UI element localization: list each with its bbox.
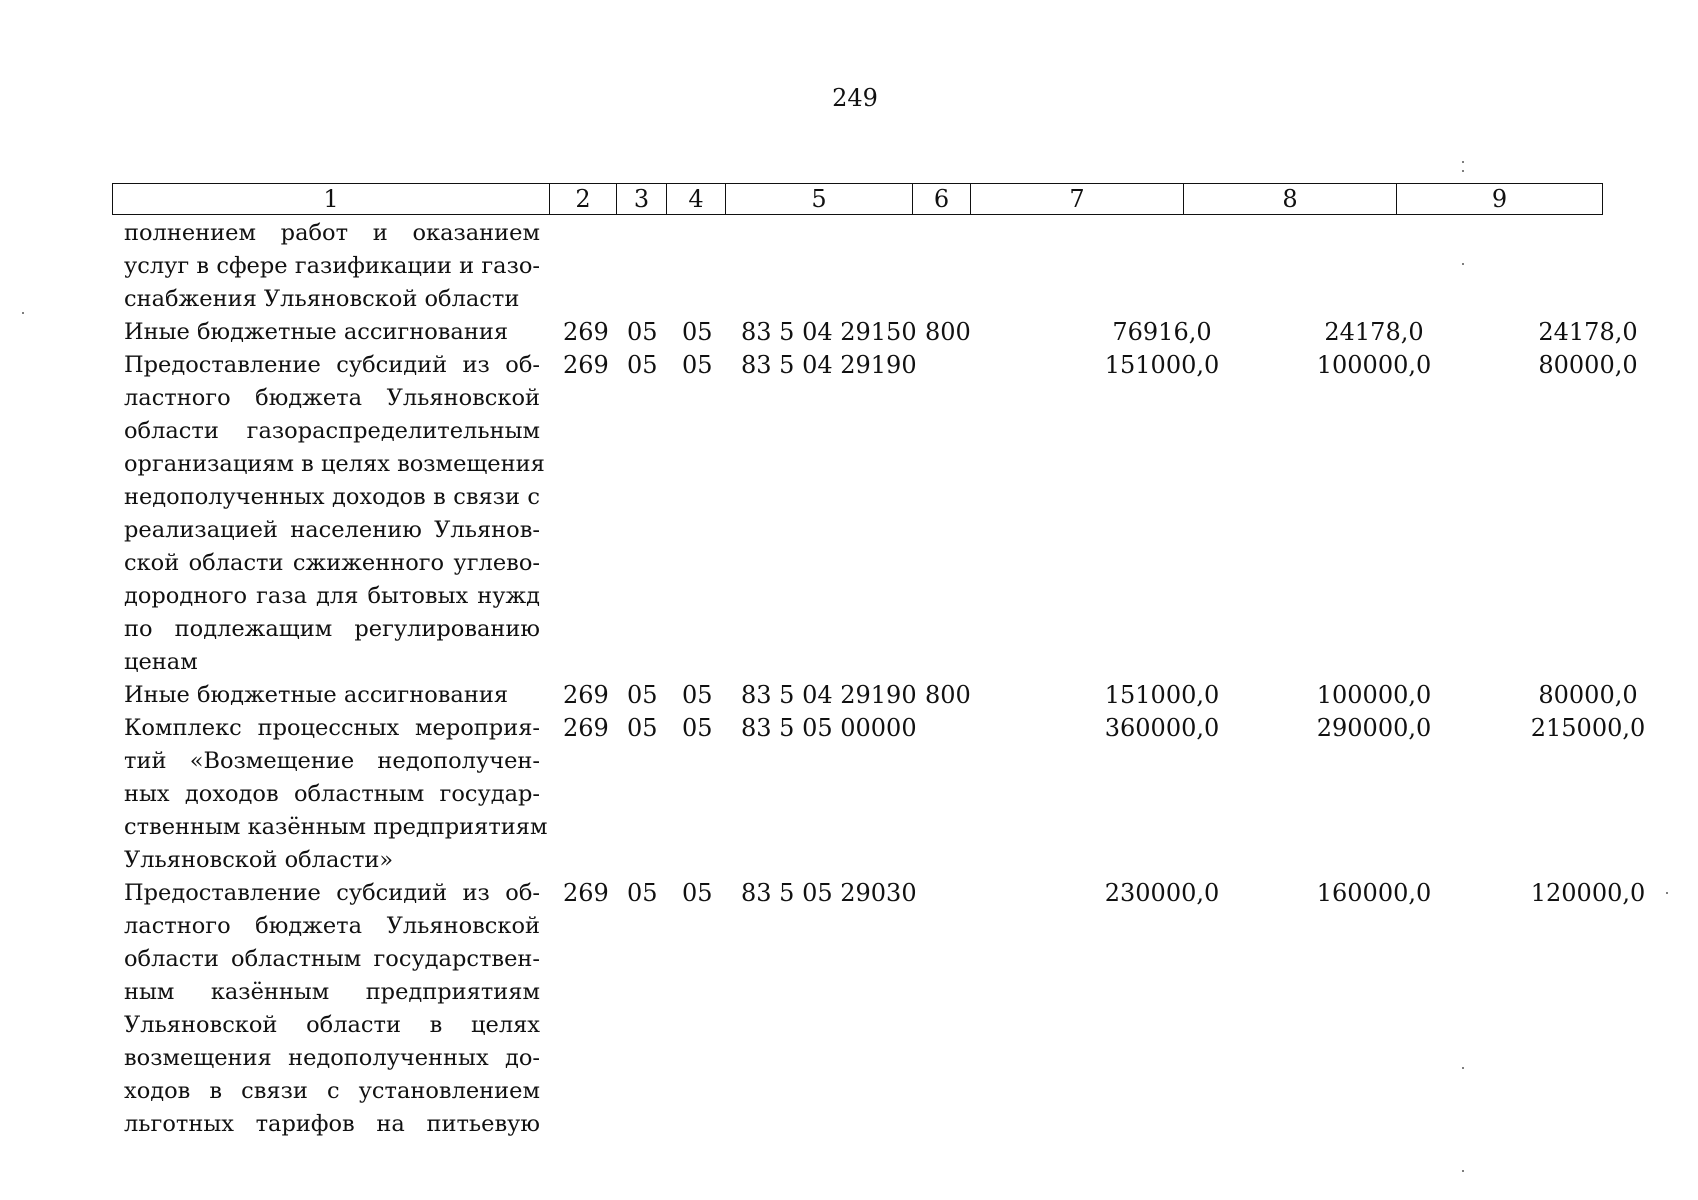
- budget-code: 269: [563, 681, 609, 709]
- header-col-4: 4: [667, 184, 726, 215]
- section-code: 05: [627, 681, 658, 709]
- header-col-3: 3: [617, 184, 667, 215]
- scan-speck: [1462, 161, 1464, 163]
- amount-col-9: 80000,0: [1538, 681, 1638, 709]
- description-line: области областным государствен-: [124, 946, 540, 972]
- description-line: Иные бюджетные ассигнования: [124, 682, 509, 708]
- expense-type-code: 800: [925, 681, 971, 709]
- table-row: [124, 712, 1646, 877]
- header-col-9: 9: [1397, 184, 1603, 215]
- amount-col-8: 100000,0: [1316, 681, 1432, 709]
- section-code: 05: [627, 318, 658, 346]
- description-line: Комплекс процессных мероприя-: [124, 715, 540, 741]
- description-line: льготных тарифов на питьевую: [124, 1111, 540, 1137]
- description-line: реализацией населению Ульянов-: [124, 517, 540, 543]
- row-description: [124, 316, 540, 349]
- scan-speck: [1462, 170, 1464, 172]
- row-description: [124, 877, 540, 1141]
- budget-code: 269: [563, 318, 609, 346]
- amount-col-8: 100000,0: [1316, 351, 1432, 379]
- description-line: полнением работ и оказанием: [124, 220, 540, 246]
- target-article-code: 83 5 04 29150: [741, 318, 917, 346]
- description-line: снабжения Ульяновской области: [124, 286, 520, 312]
- description-line: недополученных доходов в связи с: [124, 484, 540, 510]
- table-row: [124, 877, 1646, 1141]
- description-line: дородного газа для бытовых нужд: [124, 583, 540, 609]
- row-description: [124, 217, 540, 316]
- amount-col-9: 215000,0: [1530, 714, 1646, 742]
- subsection-code: 05: [682, 714, 713, 742]
- amount-col-9: 24178,0: [1538, 318, 1638, 346]
- amount-col-8: 24178,0: [1324, 318, 1424, 346]
- section-code: 05: [627, 879, 658, 907]
- subsection-code: 05: [682, 318, 713, 346]
- description-line: тий «Возмещение недополучен-: [124, 748, 540, 774]
- section-code: 05: [627, 351, 658, 379]
- header-col-5: 5: [726, 184, 913, 215]
- amount-col-8: 160000,0: [1316, 879, 1432, 907]
- expense-type-code: 800: [925, 318, 971, 346]
- subsection-code: 05: [682, 681, 713, 709]
- target-article-code: 83 5 04 29190: [741, 351, 917, 379]
- row-description: [124, 679, 540, 712]
- subsection-code: 05: [682, 879, 713, 907]
- description-line: Ульяновской области»: [124, 847, 394, 873]
- description-line: Иные бюджетные ассигнования: [124, 319, 509, 345]
- scan-speck: [1666, 892, 1668, 894]
- subsection-code: 05: [682, 351, 713, 379]
- table-row: [124, 349, 1638, 679]
- budget-code: 269: [563, 351, 609, 379]
- description-line: ской области сжиженного углево-: [124, 550, 540, 576]
- row-description: [124, 712, 548, 877]
- budget-code: 269: [563, 879, 609, 907]
- amount-col-7: 360000,0: [1104, 714, 1220, 742]
- description-line: ным казённым предприятиям: [124, 979, 540, 1005]
- scan-speck: [1462, 1067, 1464, 1069]
- description-line: ластного бюджета Ульяновской: [124, 385, 540, 411]
- description-line: ных доходов областным государ-: [124, 781, 540, 807]
- header-col-1: 1: [113, 184, 550, 215]
- target-article-code: 83 5 04 29190: [741, 681, 917, 709]
- page-number: 249: [832, 84, 878, 112]
- header-row: [113, 184, 1603, 215]
- amount-col-9: 80000,0: [1538, 351, 1638, 379]
- header-col-7: 7: [971, 184, 1184, 215]
- description-line: Предоставление субсидий из об-: [124, 352, 540, 378]
- budget-table-body: [124, 217, 1646, 1141]
- column-number-header: [112, 183, 1603, 215]
- description-line: Предоставление субсидий из об-: [124, 880, 540, 906]
- target-article-code: 83 5 05 29030: [741, 879, 917, 907]
- description-line: услуг в сфере газификации и газо-: [124, 253, 540, 279]
- description-line: ственным казённым предприятиям: [124, 814, 548, 840]
- description-line: по подлежащим регулированию: [124, 616, 540, 642]
- header-col-8: 8: [1184, 184, 1397, 215]
- scan-speck: [22, 312, 24, 314]
- budget-code: 269: [563, 714, 609, 742]
- scan-speck: [1462, 263, 1464, 265]
- description-line: ходов в связи с установлением: [124, 1078, 540, 1104]
- amount-col-9: 120000,0: [1530, 879, 1646, 907]
- target-article-code: 83 5 05 00000: [741, 714, 917, 742]
- amount-col-7: 151000,0: [1104, 351, 1220, 379]
- amount-col-7: 76916,0: [1112, 318, 1212, 346]
- header-col-2: 2: [550, 184, 617, 215]
- table-row: [124, 217, 540, 316]
- description-line: возмещения недополученных до-: [124, 1045, 540, 1071]
- amount-col-7: 230000,0: [1104, 879, 1220, 907]
- amount-col-8: 290000,0: [1316, 714, 1432, 742]
- amount-col-7: 151000,0: [1104, 681, 1220, 709]
- description-line: организациям в целях возмещения: [124, 451, 545, 477]
- section-code: 05: [627, 714, 658, 742]
- table-row: [124, 679, 1638, 712]
- description-line: Ульяновской области в целях: [124, 1012, 540, 1038]
- header-col-6: 6: [913, 184, 971, 215]
- description-line: области газораспределительным: [124, 418, 540, 444]
- table-row: [124, 316, 1638, 349]
- row-description: [124, 349, 545, 679]
- scan-speck: [1462, 1170, 1464, 1172]
- description-line: ценам: [124, 649, 198, 675]
- description-line: ластного бюджета Ульяновской: [124, 913, 540, 939]
